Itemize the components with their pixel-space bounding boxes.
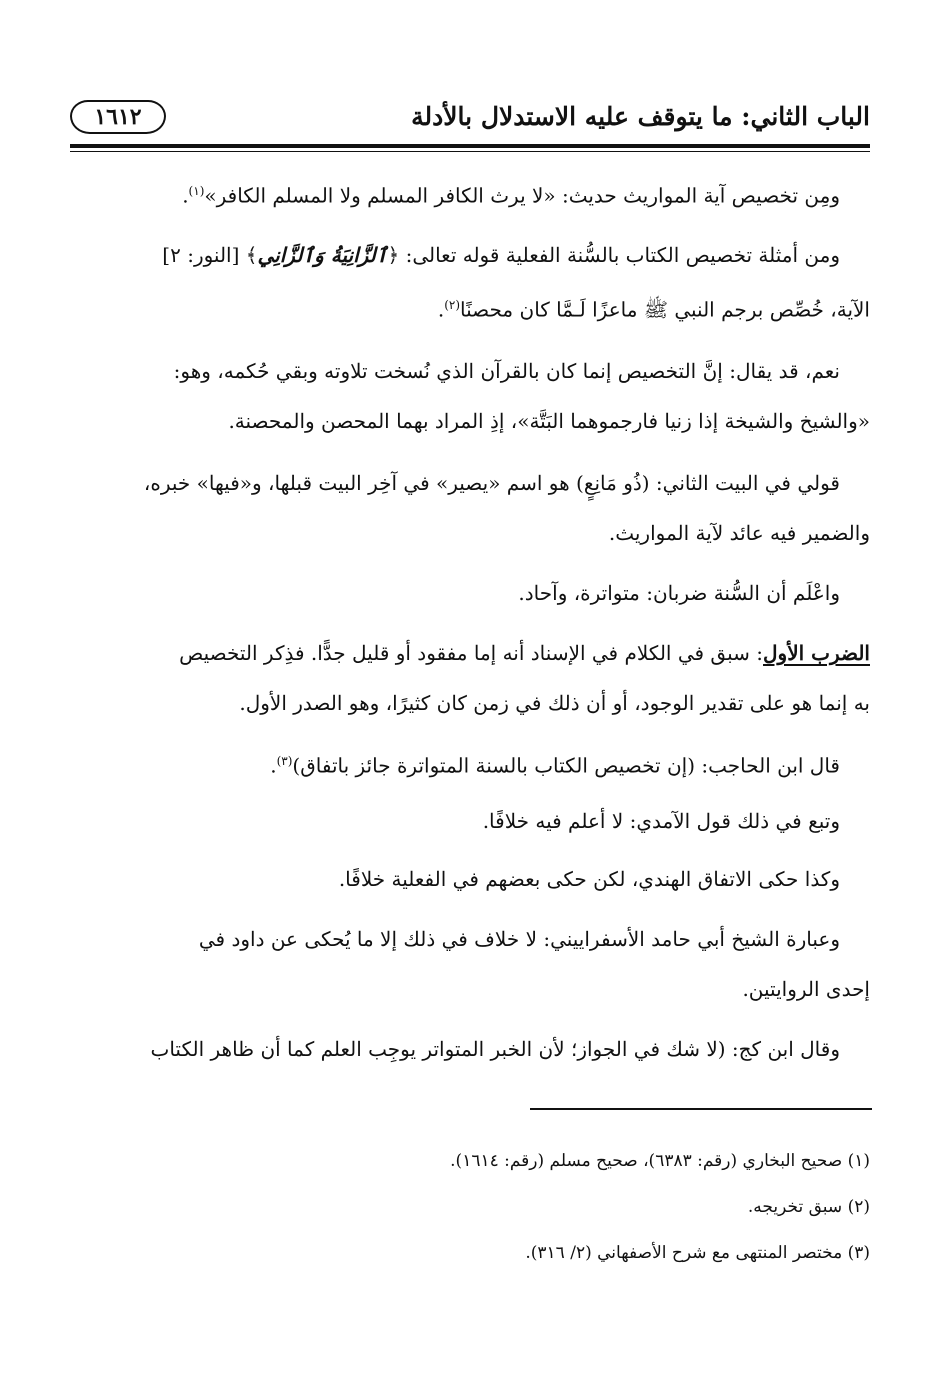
footnote-ref: (٣)	[276, 754, 293, 768]
footnote-3: (٣) مختصر المنتهى مع شرح الأصفهاني (٢/ ٣١٦).	[525, 1243, 870, 1263]
text: نعم، قد يقال: إنَّ التخصيص إنما كان بالقرآن الذي نُسخت تلاوته وبقي حُكمه، وهو:	[173, 359, 840, 383]
text: .	[182, 183, 189, 208]
paragraph-7	[270, 746, 840, 781]
paragraph-10-line-1	[199, 924, 840, 954]
paragraph-9	[339, 864, 840, 894]
footnote-ref: (٢)	[444, 298, 461, 312]
text: واعْلَم أن السُّنة ضربان: متواترة، وآحاد.	[518, 581, 840, 605]
text: ومن أمثلة تخصيص الكتاب بالسُّنة الفعلية قوله تعالى: ﴿	[387, 243, 840, 267]
paragraph-10-line-2	[742, 974, 870, 1004]
text: : سبق في الكلام في الإسناد أنه إما مفقود أو قليل جدًّا. فذِكر التخصيص	[179, 641, 764, 665]
paragraph-2-line-1	[162, 240, 840, 270]
text: .	[270, 753, 277, 778]
text: ومِن تخصيص آية المواريث حديث: «لا يرث الكافر المسلم ولا المسلم الكافر»	[204, 183, 840, 208]
text: إحدى الروايتين.	[742, 977, 870, 1001]
running-header	[70, 98, 870, 142]
header-rule-thick	[70, 144, 870, 148]
text: «والشيخ والشيخة إذا زنيا فارجموهما البَتَّة»، إذِ المراد بهما المحصن والمحصنة.	[228, 409, 870, 433]
text: ﴾ [النور: ٢]	[162, 243, 258, 267]
paragraph-3-line-1	[174, 356, 840, 386]
paragraph-3-line-2	[228, 406, 870, 436]
text: وتبع في ذلك قول الآمدي: لا أعلم فيه خلافًا.	[482, 809, 840, 833]
chapter-title: الباب الثاني: ما يتوقف عليه الاستدلال بالأدلة	[411, 102, 870, 131]
paragraph-5	[518, 578, 840, 608]
page-number: ١٦١٢	[70, 100, 166, 134]
text: قولي في البيت الثاني: (ذُو مَانِعٍ) هو اسم «يصير» في آخِر البيت قبلها، و«فيها» خبره،	[143, 471, 840, 495]
paragraph-1	[182, 176, 840, 211]
paragraph-8	[483, 806, 840, 836]
footnote-separator	[530, 1108, 872, 1110]
text: الآية، خُصِّص برجم النبي ﷺ ماعزًا لَـمَّا كان محصنًا	[460, 297, 870, 322]
paragraph-6-line-2	[239, 688, 870, 718]
text: وكذا حكى الاتفاق الهندي، لكن حكى بعضهم في الفعلية خلافًا.	[338, 867, 840, 891]
paragraph-4-line-2	[609, 518, 870, 548]
text: وعبارة الشيخ أبي حامد الأسفراييني: لا خلاف في ذلك إلا ما يُحكى عن داود في	[198, 927, 840, 951]
header-rule-thin	[70, 151, 870, 152]
text: والضمير فيه عائد لآية المواريث.	[608, 521, 870, 545]
paragraph-2-line-2	[438, 290, 870, 325]
footnote-2: (٢) سبق تخريجه.	[747, 1197, 870, 1217]
text: وقال ابن كج: (لا شك في الجواز؛ لأن الخبر المتواتر يوجِب العلم كما أن ظاهر الكتاب	[150, 1037, 840, 1061]
paragraph-6-line-1	[179, 638, 870, 668]
footnote-ref: (١)	[188, 184, 205, 198]
text: به إنما هو على تقدير الوجود، أو أن ذلك في زمن كان كثيرًا، وهو الصدر الأول.	[239, 691, 870, 715]
text: .	[437, 297, 445, 322]
footnote-1: (١) صحيح البخاري (رقم: ٦٣٨٣)، صحيح مسلم (رقم: ١٦١٤).	[450, 1151, 870, 1171]
text: قال ابن الحاجب: (إن تخصيص الكتاب بالسنة المتواترة جائز باتفاق)	[292, 753, 840, 778]
paragraph-4-line-1	[144, 468, 840, 498]
quran-verse: ٱلزَّانِيَةُ وَٱلزَّانِي	[257, 243, 388, 267]
paragraph-11	[150, 1034, 840, 1064]
section-term: الضرب الأول	[763, 641, 870, 665]
